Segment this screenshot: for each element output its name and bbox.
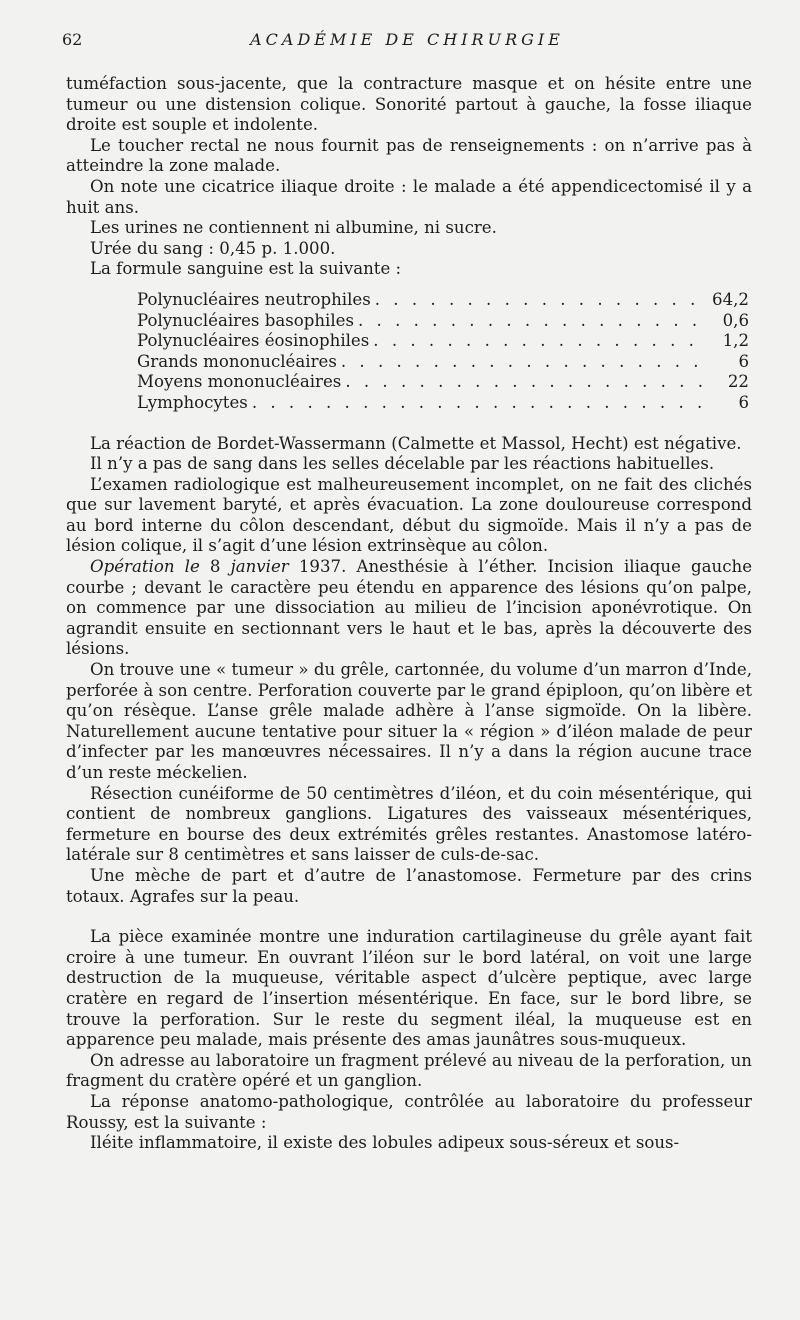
paragraph: La formule sanguine est la suivante : — [90, 259, 402, 279]
operation-day: 8 — [209, 557, 221, 577]
row-value: 0,6 — [722, 310, 749, 330]
row-label: Polynucléaires neutrophiles — [137, 289, 371, 309]
table-row — [137, 331, 749, 352]
row-label: Polynucléaires éosinophiles — [137, 331, 370, 351]
page-header — [62, 30, 752, 54]
row-value: 6 — [738, 392, 749, 412]
row-value: 22 — [727, 372, 749, 392]
operation-month: janvier — [230, 557, 289, 577]
row-label: Lymphocytes — [137, 392, 248, 412]
table-row — [137, 311, 749, 332]
table-row — [137, 290, 749, 311]
paragraph: La réaction de Bordet-Wassermann (Calmette et Massol, Hecht) est négative. — [90, 433, 742, 453]
row-value: 1,2 — [722, 331, 749, 351]
paragraph: Urée du sang : 0,45 p. 1.000. — [90, 238, 336, 258]
operation-lead: Opération le — [90, 557, 200, 577]
paragraph: Résection cunéiforme de 50 centimètres d’iléon, et du coin mésentérique, qui contient de nombreux ganglions. Ligatures des vaisseaux mésentériques, fermeture en bourse des deux extrémités grêles restantes. Anastomose latéro-latérale sur 8 centimètres et sans laisser de culs-de-sac. — [66, 783, 752, 865]
paragraph: On adresse au laboratoire un fragment prélevé au niveau de la perforation, un fragment du cratère opéré et un ganglion. — [66, 1050, 752, 1091]
paragraph: La réponse anatomo-pathologique, contrôlée au laboratoire du professeur Roussy, est la suivante : — [66, 1091, 752, 1132]
operation-paragraph — [66, 557, 752, 660]
paragraph: tuméfaction sous-jacente, que la contracture masque et on hésite entre une tumeur ou une distension colique. Sonorité partout à gauche, la fosse iliaque droite est souple et indolente. — [66, 74, 752, 135]
paragraph: La pièce examinée montre une induration cartilagineuse du grêle ayant fait croire à une tumeur. En ouvrant l’iléon sur le bord latéral, on voit une large destruction de la muqueuse, véritable aspect d’ulcère peptique, avec large cratère en regard de l’insertion mésentérique. En face, sur le bord libre, se trouve la perforation. Sur le reste du segment iléal, la muqueuse est en apparence peu malade, mais présente des amas jaunâtres sous-muqueux. — [66, 927, 752, 1050]
row-value: 6 — [738, 351, 749, 371]
paragraph: Il n’y a pas de sang dans les selles décelable par les réactions habituelles. — [90, 454, 715, 474]
table-row — [137, 372, 749, 393]
paragraph: Les urines ne contiennent ni albumine, ni sucre. — [90, 218, 497, 238]
row-label: Polynucléaires basophiles — [137, 310, 354, 330]
paragraph: L’examen radiologique est malheureusement incomplet, on ne fait des clichés que sur lavement baryté, et après évacuation. La zone douloureuse correspond au bord interne du côlon descendant, début du sigmoïde. Mais il n’y a pas de lésion colique, il s’agit d’une lésion extrinsèque au côlon. — [66, 474, 752, 556]
table-row — [137, 393, 749, 414]
row-value: 64,2 — [712, 289, 749, 309]
table-row — [137, 352, 749, 373]
paragraph: Une mèche de part et d’autre de l’anastomose. Fermeture par des crins totaux. Agrafes sur la peau. — [66, 865, 752, 906]
paragraph: Iléite inflammatoire, il existe des lobules adipeux sous-séreux et sous- — [90, 1133, 680, 1153]
page-number: 62 — [62, 30, 83, 49]
operation-text: 1937. Anesthésie à l’éther. Incision iliaque gauche courbe ; devant le caractère peu étendu en apparence des lésions qu’on palpe, on commence par une dissociation au milieu de l’incision aponévrotique. On agrandit ensuite en sectionnant vers le haut et le bas, après la découverte des lésions. — [66, 557, 753, 659]
paragraph: Le toucher rectal ne nous fournit pas de renseignements : on n’arrive pas à atteindre la zone malade. — [66, 135, 752, 176]
paragraph: On note une cicatrice iliaque droite : le malade a été appendicectomisé il y a huit ans. — [66, 176, 752, 217]
row-label: Grands mononucléaires — [137, 351, 337, 371]
running-head: ACADÉMIE DE CHIRURGIE — [250, 30, 564, 49]
page-body — [66, 74, 752, 1154]
blood-formula-table — [137, 290, 749, 414]
row-label: Moyens mononucléaires — [137, 372, 342, 392]
paragraph: On trouve une « tumeur » du grêle, cartonnée, du volume d’un marron d’Inde, perforée à son centre. Perforation couverte par le grand épiploon, qu’on libère et qu’on résèque. L’anse grêle malade adhère à l’anse sigmoïde. On la libère. Naturellement aucune tentative pour situer la « région » d’iléon malade de peur d’infecter par les manœuvres nécessaires. Il n’y a dans la région aucune trace d’un reste méckelien. — [66, 660, 752, 782]
